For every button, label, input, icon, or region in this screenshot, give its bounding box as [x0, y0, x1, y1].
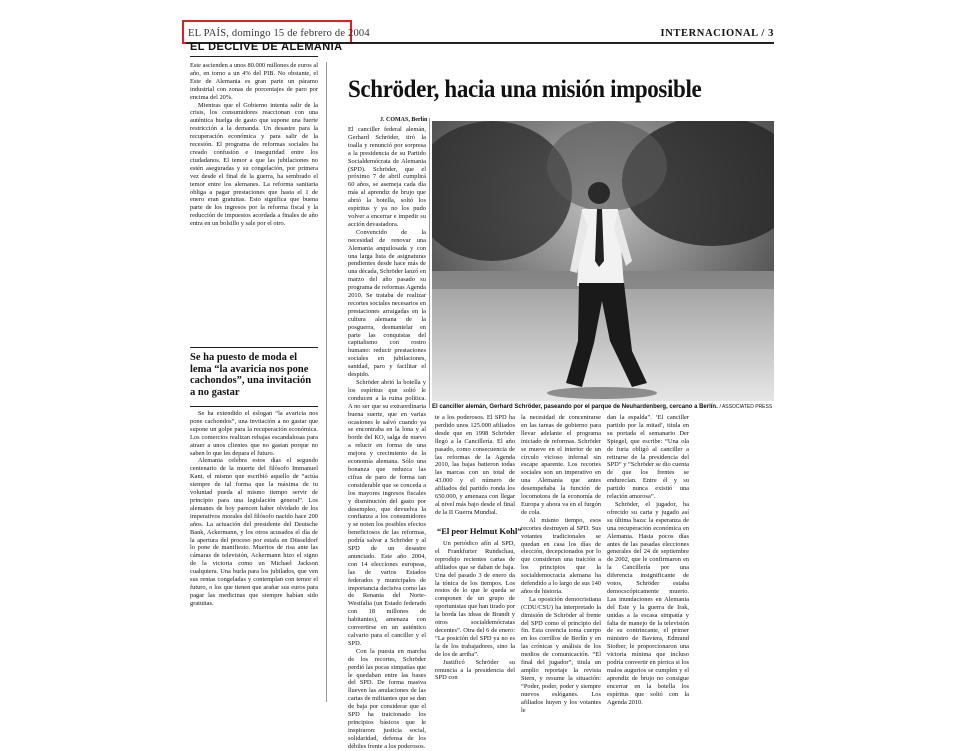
newspaper-page — [180, 18, 780, 750]
paragraph: Se ha extendido el eslogan “la avaricia nos pone cachondos”, una invitación a no gastar que supone un golpe para la recuperación económica. Los comercios realizan rebajas escandalosas para atraer a unos clientes que no gastan porque no saben lo que les depara el futuro. — [190, 410, 318, 457]
paragraph: El canciller federal alemán, Gerhard Schröder, tiró la toalla y renunció por sorpresa a la presidencia de su Partido Socialdemócrata de Alemania (SPD). Schröder, que el próximo 7 de abril cumplirá 60 años, se asemeja cada día más al aprendiz de brujo que abrió la botella, soltó los espíritus y ya no los pudo volver a encerrar e impedir su acción devastadora. — [348, 126, 426, 228]
headline: Schröder, hacia una misión imposible — [348, 76, 702, 103]
pullquote-rule-bottom — [190, 406, 318, 407]
column-2 — [348, 126, 426, 751]
paragraph: Alemania celebra estos días el segundo centenario de la muerte del filósofo Immanuel Kant, el mismo que escribió aquello de “actúa siempre de tal forma que la máxima de tu voluntad pueda al mismo tiempo servir de principio para una legislación general”. Los alemanes de hoy parecen haber olvidado de los imperativos morales del filósofo nacido hace 200 años. La actuación del presidente del Deutsche Bank, Ackermann, y los otros acusados el día de la apertura del proceso por estafa en Düsseldorf lo pone de manifiesto. Muertos de risa ante las cámaras de televisión, Ackermann hizo el signo de la victoria como un Michael Jackson cualquiera. Una burla para los jubilados, que ven sus rentas congeladas y contemplan con temor el futuro, o los que tienen que arañar sus euros para pagar las medicinas que siempre habían sido gratuitas. — [190, 457, 318, 607]
section-label: EL DECLIVE DE ALEMANIA — [190, 41, 343, 53]
column-rule — [429, 118, 430, 408]
paragraph: Un periódico afín al SPD, el Frankfurter Rundschau, reprodujo recientes cartas de afiliados que se daban de baja. Una del pasado 3 de enero da la tónica de los tiempos. Los restos de lo que le queda se componen de un grupo de oportunistas que han tirado por la borda las ideas de Brandt y otros socialdemócratas decentes”. Otra del 6 de enero: “La posición del SPD ya no es la de los trabajadores, sino la de los de arriba”. — [435, 540, 515, 658]
paragraph: Con la puesta en marcha de los recortes, Schröder perdió las pocas simpatías que le quedaban entre las bases del SPD. De forma masiva llueven las anulaciones de las cartas de militantes que se dan de baja por considerar que el SPD ha traicionado los principios básicos que le inspiraron: justicia social, solidaridad, defensa de los débiles frente a los poderosos. — [348, 647, 426, 750]
photograph-icon — [432, 121, 774, 401]
caption-text: El canciller alemán, Gerhard Schröder, paseando por el parque de Neuhardenberg, cercano a Berlín. — [432, 404, 718, 410]
masthead-section: INTERNACIONAL / 3 — [660, 28, 774, 39]
byline: J. COMAS, Berlín — [380, 117, 428, 123]
paragraph: te a los poderosos. El SPD ha perdido unos 125.000 afiliados desde que en 1998 Schröder llegó a la Cancillería. El año pasado, como consecuencia de las reformas de la Agenda 2010, las bajas batieron todas las marcas con un total de 43.000 y el número de afiliados del partido ronda los 650.000, y amenaza con llegar al nivel más bajo desde el final de la II Guerra Mundial. — [435, 414, 515, 516]
photo-caption: El canciller alemán, Gerhard Schröder, paseando por el parque de Neuhardenberg, cercano a Berlín. / ASSOCIATED PRESS — [432, 404, 773, 410]
section-rule — [190, 56, 318, 57]
paragraph: la necesidad de concentrarse en las tareas de gobierno para llevar adelante el programa iniciado de reformas. Schröder se mueve en el interior de un círculo vicioso infernal sin escape aparente. Los recortes sociales son un imperativo en una Alemania que antes desempeñaba la función de locomotora de la economía de Europa y ahora va en el furgón de cola. — [521, 414, 601, 516]
left-column-bottom — [190, 410, 318, 608]
paragraph: La oposición democristiana (CDU/CSU) ha interpretado la dimisión de Schröder al frente del SPD como el principio del fin. Esta creencia toma cuerpo en los corrillos de Berlín y en las crónicas y análisis de los medios de comunicación. “El final del jugador”, titula un amplio reportaje la revista Stern, y resume la situación: “Poder, poder, poder y siempre nuevos eslóganes. Los afiliados huyen y los votantes le — [521, 595, 601, 714]
column-rule — [326, 62, 327, 702]
pullquote: Se ha puesto de moda el lema “la avaricia nos pone cachondos”, una invitación a no gastar — [190, 352, 312, 398]
paragraph: Mientras que el Gobierno intenta salir de la crisis, los consumidores reaccionan con una auténtica huelga de gasto que supone una fuerte restricción a la demanda. Un desastre para la recuperación económica y para salir de la recesión. El programa de reformas sociales ha creado confusión e inseguridad entre los ciudadanos. El temor a que las jubilaciones no estén aseguradas y su congelación, por primera vez desde el final de la guerra, ha sembrado el temor entre los alemanes. La reforma sanitaria obliga a pagar prestaciones que hasta el 1 de enero eran gratuitas. Esto significa que buena parte de los ingresos por la reforma fiscal y la reducción de impuestos acordada a finales de año entra en un bolsillo y sale por el otro. — [190, 101, 318, 228]
left-column-top — [190, 62, 318, 228]
column-3 — [435, 414, 515, 517]
column-4 — [521, 414, 601, 714]
paragraph: Convencido de la necesidad de renovar una Alemania anquilosada y con una larga lista de asignaturas pendientes desde hace más de una década, Schröder lanzó en marzo del año pasado su programa de reformas Agenda 2010. Se trataba de realizar recortes sociales necesarios en prestaciones arraigadas en la cultura alemana de la posguerra, desmantelar en parte las conquistas del capitalismo con rostro humano: reducir prestaciones sociales en jubilaciones, sanidad, paro y facilitar el despido. — [348, 228, 426, 379]
masthead-date: EL PAÍS, domingo 15 de febrero de 2004 — [188, 28, 370, 39]
news-photo — [432, 121, 774, 401]
column-5 — [607, 414, 689, 707]
subhead: “El peor Helmut Kohl” — [437, 526, 522, 536]
paragraph: Este ascienden a unos 80.000 millones de euros al año, en torno a un 4% del PIB. No obstante, el Este de Alemania es gran parte un páramo industrial con zonas de porcentajes de paro por encima del 20%. — [190, 62, 318, 101]
paragraph: Schröder, el jugador, ha ofrecido su carta y jugado así su última baza: la esperanza de una recuperación económica en Alemania. Hasta pocos días antes de las pasadas elecciones generales del 24 de septiembre de 2002, que le confirmaron en la Cancillería por una diferencia insignificante de votos, Schröder estaba democscópicamente muerto. Las inundaciones en Alemania del Este y la guerra de Irak, unidas a la escasa simpatía y falta de manejo de la televisión de su contrincante, el primer ministro de Baviera, Edmund Stoiber, le proporcionaron una victoria mínima que incluso podría convertir en pírrica si los malos augurios se cumplen y el aprendiz de brujo no consigue encerrar en la botella los espíritus que soltó con la Agenda 2010. — [607, 500, 689, 706]
column-3-continued — [435, 540, 515, 682]
paragraph: dan la espalda”. ‘El canciller partido por la mitad’, titula en su portada el semanario Der Spiegel, que escribe: “Una ola de furia obligó al canciller a retirarse de la presidencia del SPD” y “Schröder se dio cuenta de que los frentes se endurecían. Entre él y su partido nunca existió una relación amorosa”. — [607, 414, 689, 501]
photo-credit: ASSOCIATED PRESS — [721, 404, 773, 410]
paragraph: Al mismo tiempo, esos recortes destruyen al SPD. Sus votantes tradicionales se quedan en casa los días de elección, decepcionados por lo que consideran una traición a los principios que la socialdemocracia alemana ha defendido a lo largo de sus 140 años de historia. — [521, 516, 601, 595]
paragraph: Justificó Schröder su renuncia a la presidencia del SPD con — [435, 658, 515, 682]
pullquote-rule-top — [190, 347, 318, 348]
paragraph: Schröder abrió la botella y los espíritus que soltó le conducen a la ruina política. A no ser que su extraordinaria buena suerte, que en varias ocasiones le salvó cuando ya se encontraba en la lona y al borde del KO, salga de nuevo a relucir en forma de una mejora y crecimiento de la economía alemana. Sólo una bonanza que reduzca las cifras de paro de forma tan considerable que se conceda a los mayores ingresos fiscales y disminución del gasto por desempleo, que devuelva la confianza a los consumidores y se noten los posibles efectos beneficiosos de las reformas, podría salvar a Schröder y al SPD de un desastre anunciado. Este año 2004, con 14 elecciones europeas, las de varios Estados federados y municipales de importancia decisiva como las de Renania del Norte-Westfalia (un Estado federado con 18 millones de habitantes), amenaza con convertirse en un auténtico calvario para el canciller y el SPD. — [348, 379, 426, 647]
